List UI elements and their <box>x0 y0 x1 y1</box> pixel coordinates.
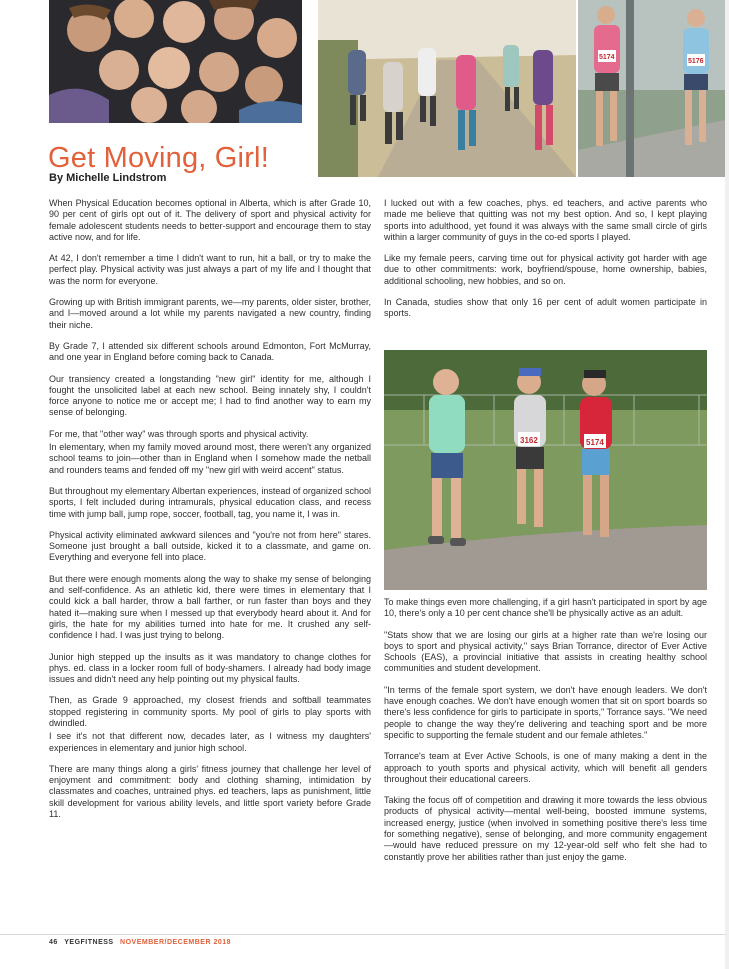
paragraph: But throughout my elementary Albertan experiences, instead of organized school sports, I felt included during intramurals, physical education class, and recess time with jump ball, jump rope, soccer, football, tag, you name it, I was in. <box>49 485 371 519</box>
scrollbar[interactable] <box>725 0 729 969</box>
photo-girls-circle <box>49 0 302 123</box>
paragraph: At 42, I don't remember a time I didn't want to run, hit a ball, or try to make the perfect play. Physical activity was just always a part of my life and I thought that was the norm for everyone. <box>49 253 371 286</box>
article-column-left <box>49 198 371 830</box>
paragraph: In elementary, when my family moved around most, there weren't any organized school teams to join—other than in England when I somehow made the netball and rounders teams and fended off my "new girl with weird accent" status. <box>49 442 371 475</box>
bib-number: 5174 <box>599 54 615 61</box>
paragraph: But there were enough moments along the way to shake my sense of belonging and self-confidence. As an athletic kid, there were times in elementary that I could kick a ball harder, throw a ball farther, or run faster than boys and they hated it—making sure when I messed up that everybody heard about it. And for girls, the hate for my abilities turned into hate for me. It crushed any self-confidence I had. I was just trying to belong. <box>49 573 371 641</box>
bib-number: 3162 <box>520 436 538 445</box>
article-column-right-top <box>384 198 707 330</box>
paragraph: To make things even more challenging, if a girl hasn't participated in sport by age 10, there's only a 10 per cent chance she'll be physically active as an adult. <box>384 597 707 619</box>
paragraph: There are many things along a girls' fitness journey that challenge her level of enjoyment and commitment: body and clothing shaming, intimidation by classmates and coaches, untrained phys. ed teachers, laps as punishment, little skill development for various ability levels, and little sport variety before Grade 11. <box>49 763 371 820</box>
paragraph: I lucked out with a few coaches, phys. ed teachers, and active parents who made me believe that quitting was not my best option. And so, I kept playing sports into adulthood, yet found it was always with the same small circle of girls within a larger community of guys in the co-ed sports I played. <box>384 198 707 242</box>
paragraph: Junior high stepped up the insults as it was mandatory to change clothes for phys. ed. class in a locker room full of body-shamers. I already had body image issues and didn't need any help pointing out my physical faults. <box>49 651 371 685</box>
paragraph: Physical activity eliminated awkward silences and "you're not from here" stares. Someone just brought a ball outside, kicked it to a classmate, and game on. Everything and everyone fell into place. <box>49 529 371 563</box>
paragraph: Our transiency created a longstanding "new girl" identity for me, although I fought the unsolicited label at each new school. Being innately shy, I couldn't force anyone to notice me or accept me; I had to find another way to earn my sense of belonging. <box>49 373 371 418</box>
paragraph: Torrance's team at Ever Active Schools, is one of many making a dent in the approach to youth sports and physical activity, which will benefit all genders throughout their educational careers. <box>384 751 707 784</box>
paragraph: "In terms of the female sport system, we don't have enough leaders. We don't have enough coaches. We don't have enough women that sit on sport boards so there's less confidence for girls to participate in sports," Torrance says. "We need people to change the way they're delivering and teaching sport and be more specific to supporting the female student and our female athletes." <box>384 684 707 740</box>
page-footer <box>49 939 231 946</box>
photo-runners-path <box>318 0 576 177</box>
article-byline: By Michelle Lindstrom <box>49 172 167 184</box>
photo-runners-bibs <box>578 0 725 177</box>
article-title: Get Moving, Girl! <box>48 142 269 174</box>
article-column-right-bottom <box>384 597 707 873</box>
paragraph: Growing up with British immigrant parents, we—my parents, older sister, brother, and I—moved around a lot while my parents navigated a new country, finding their niche. <box>49 297 371 330</box>
paragraph: "Stats show that we are losing our girls at a higher rate than we're losing our boys to sport and physical activity," says Brian Torrance, director of Ever Active Schools (EAS), a provincial initiative that assists in creating healthy school communities and student development. <box>384 629 707 674</box>
publication-name: YEGFITNESS <box>64 939 114 946</box>
photo-three-runners <box>384 350 707 590</box>
paragraph: Then, as Grade 9 approached, my closest friends and softball teammates stopped registering in community sports. My pool of girls to play sports with dwindled. <box>49 695 371 728</box>
paragraph: In Canada, studies show that only 16 per cent of adult women participate in sports. <box>384 297 707 319</box>
paragraph: By Grade 7, I attended six different schools around Edmonton, Fort McMurray, and one year in England before coming back to Canada. <box>49 340 371 363</box>
bib-number: 5174 <box>586 438 604 447</box>
paragraph: When Physical Education becomes optional in Alberta, which is after Grade 10, 90 per cent of girls opt out of it. The delivery of sport and physical activity for female adolescent students needs to better-support and encourage them to stay active now, and for life. <box>49 198 371 242</box>
issue-date: NOVEMBER/DECEMBER 2018 <box>120 939 232 946</box>
bib-number: 5176 <box>688 58 704 65</box>
paragraph: For me, that "other way" was through sports and physical activity. <box>49 428 309 439</box>
footer-divider <box>0 934 729 935</box>
paragraph: Taking the focus off of competition and drawing it more towards the less obvious products of physical activity—mental well-being, boosted immune systems, increased energy, justice (when involved in something positive there's less time for something negative), sense of belonging, and more community engagement—would have reduced pressure on my 12-year-old self who felt she had to constantly prove her abilities rather than just enjoy the game. <box>384 795 707 862</box>
paragraph: I see it's not that different now, decades later, as I witness my daughters' experiences in elementary and junior high school. <box>49 731 371 753</box>
paragraph: Like my female peers, carving time out for physical activity got harder with age due to other commitments: work, boyfriend/spouse, home ownership, babies, additional schooling, new hobbies, and so on. <box>384 253 707 286</box>
page-number: 46 <box>49 939 58 946</box>
